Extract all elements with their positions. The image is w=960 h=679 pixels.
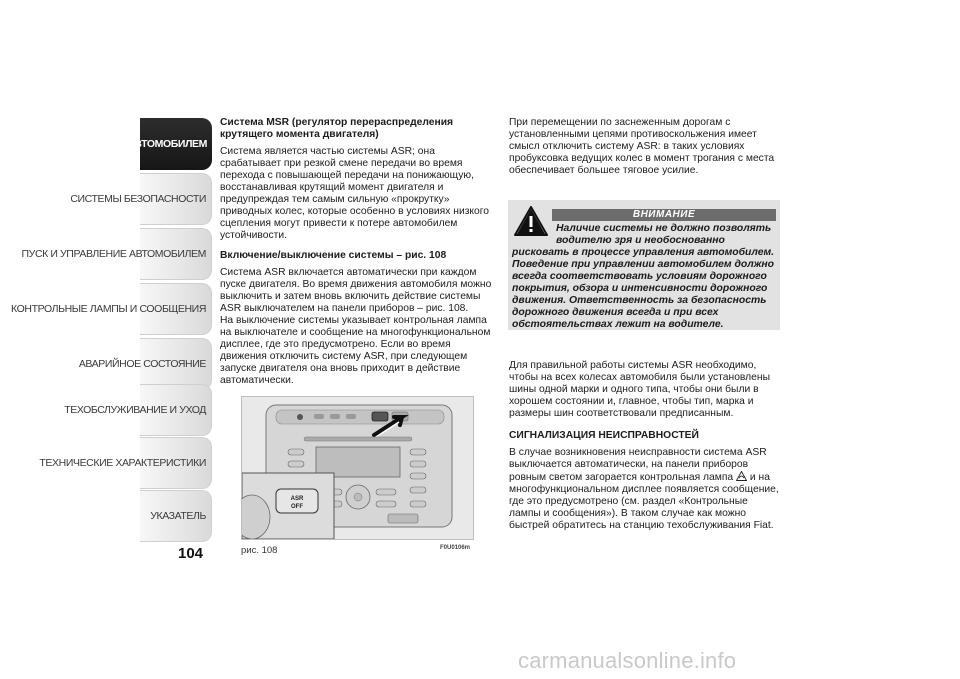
warning-box — [508, 200, 780, 330]
figure-caption: рис. 108 — [241, 545, 278, 556]
sidebar-tab-warning-lights-label: КОНТРОЛЬНЫЕ ЛАМПЫ И СООБЩЕНИЯ — [11, 302, 206, 315]
sidebar-tab-index-label: УКАЗАТЕЛЬ — [150, 509, 206, 522]
sidebar-tab-safety[interactable] — [70, 173, 212, 225]
sidebar-tab-intro[interactable] — [44, 118, 212, 170]
fault-heading: СИГНАЛИЗАЦИЯ НЕИСПРАВНОСТЕЙ — [509, 430, 699, 441]
warning-text — [512, 223, 778, 331]
page-number: 104 — [178, 545, 204, 562]
sidebar-tab-emergency[interactable] — [78, 338, 212, 390]
fault-paragraph — [509, 447, 781, 532]
sidebar-tab-driving[interactable] — [21, 228, 212, 280]
sidebar-tab-specs[interactable] — [39, 437, 212, 489]
msr-heading: Система MSR (регулятор перераспределения крутящего момента двигателя) — [220, 117, 454, 140]
snow-text: При перемещении по заснеженным дорогам с установленными цепями противоскольжения имеет смысл отключить систему ASR: в таких условиях пробуксовка ведущих колес в момент трогания с места обеспечивает большее тяговое усилие. — [509, 117, 775, 176]
warning-line-2: водителю зря и необоснованно — [556, 235, 725, 246]
warning-line-1: Наличие системы не должно позволять — [556, 223, 772, 234]
asr-button-label-2: OFF — [291, 504, 303, 510]
sidebar-tab-warning-lights[interactable] — [11, 283, 212, 335]
dashboard-illustration — [242, 397, 473, 539]
right-lower-column — [509, 360, 781, 532]
onoff-heading: Включение/выключение системы – рис. 108 — [220, 250, 447, 261]
snow-paragraph — [509, 117, 781, 177]
msr-paragraph: Система является частью системы ASR; она срабатывает при резкой смене передачи во время перехода с повышающей передачи на понижающую, восстанавливая крутящий момент двигателя и предупреждая тем самым сильную «прокрутку» приводных колес, которые особенно в условиях низкого сцепления могут привести к потере автомобилем устойчивости. — [220, 146, 490, 241]
onoff-paragraph-2: На выключение системы указывает контрольная лампа на выключателе и сообщение на многофункциональном дисплее, где это предусмотрено. Если во время движения отключить систему ASR, при следующем запуске двигателя она вновь приходит в действие автоматически. — [220, 315, 491, 386]
onoff-paragraph-1: Система ASR включается автоматически при каждом пуске двигателя. Во время движения автомобиля можно выключить и затем вновь включить действие системы ASR выключателем на панели приборов – рис. 108. — [220, 267, 492, 314]
warning-title: ВНИМАНИЕ — [552, 209, 776, 221]
sidebar-tab-index[interactable] — [140, 490, 212, 542]
sidebar-tab-maintenance[interactable] — [64, 384, 212, 436]
figure-code: F0U0106m — [440, 545, 471, 551]
fault-text-2: и на многофункциональном дисплее появляется сообщение, где это предусмотрено (см. раздел «Контрольные лампы и сообщения»). В таком случае как можно быстрей обратитесь на станцию техобслуживания Fiat. — [509, 472, 779, 531]
left-column — [220, 117, 492, 387]
sidebar-tab-safety-label: СИСТЕМЫ БЕЗОПАСНОСТИ — [70, 192, 206, 205]
watermark: carmanualsonline.info — [518, 648, 737, 673]
tyres-paragraph: Для правильной работы системы ASR необходимо, чтобы на всех колесах автомобиля были установлены шины одной марки и одного типа, чтобы они были в хорошем состоянии и, главное, чтобы тип, марка и размеры шин соответствовали предписанным. — [509, 360, 770, 419]
fault-text-1: В случае возникновения неисправности система ASR выключается автоматически, на панели приборов ровным светом загорается контрольная лампа — [509, 447, 767, 483]
sidebar-tab-specs-label: ТЕХНИЧЕСКИЕ ХАРАКТЕРИСТИКИ — [39, 456, 206, 469]
figure-dashboard-asr — [241, 396, 474, 540]
sidebar-tab-driving-label: ПУСК И УПРАВЛЕНИЕ АВТОМОБИЛЕМ — [21, 247, 206, 260]
sidebar-tab-emergency-label: АВАРИЙНОЕ СОСТОЯНИЕ — [78, 357, 206, 370]
warning-body: рисковать в процессе управления автомобилем. Поведение при управлении автомобилем должно всегда соответствовать условиям дорожного покрытия, обзора и интенсивности дорожного движения. Ответственность за безопасность дорожного движения всегда и при всех обстоятельствах лежит на водителе. — [512, 247, 775, 330]
asr-warning-lamp-icon — [736, 471, 747, 481]
sidebar-tab-maintenance-label: ТЕХОБСЛУЖИВАНИЕ И УХОД — [64, 403, 206, 416]
sidebar-tab-intro-label: ЗНАКОМСТВО С АВТОМОБИЛЕМ — [44, 137, 207, 150]
asr-button-label-1: ASR — [290, 496, 304, 502]
